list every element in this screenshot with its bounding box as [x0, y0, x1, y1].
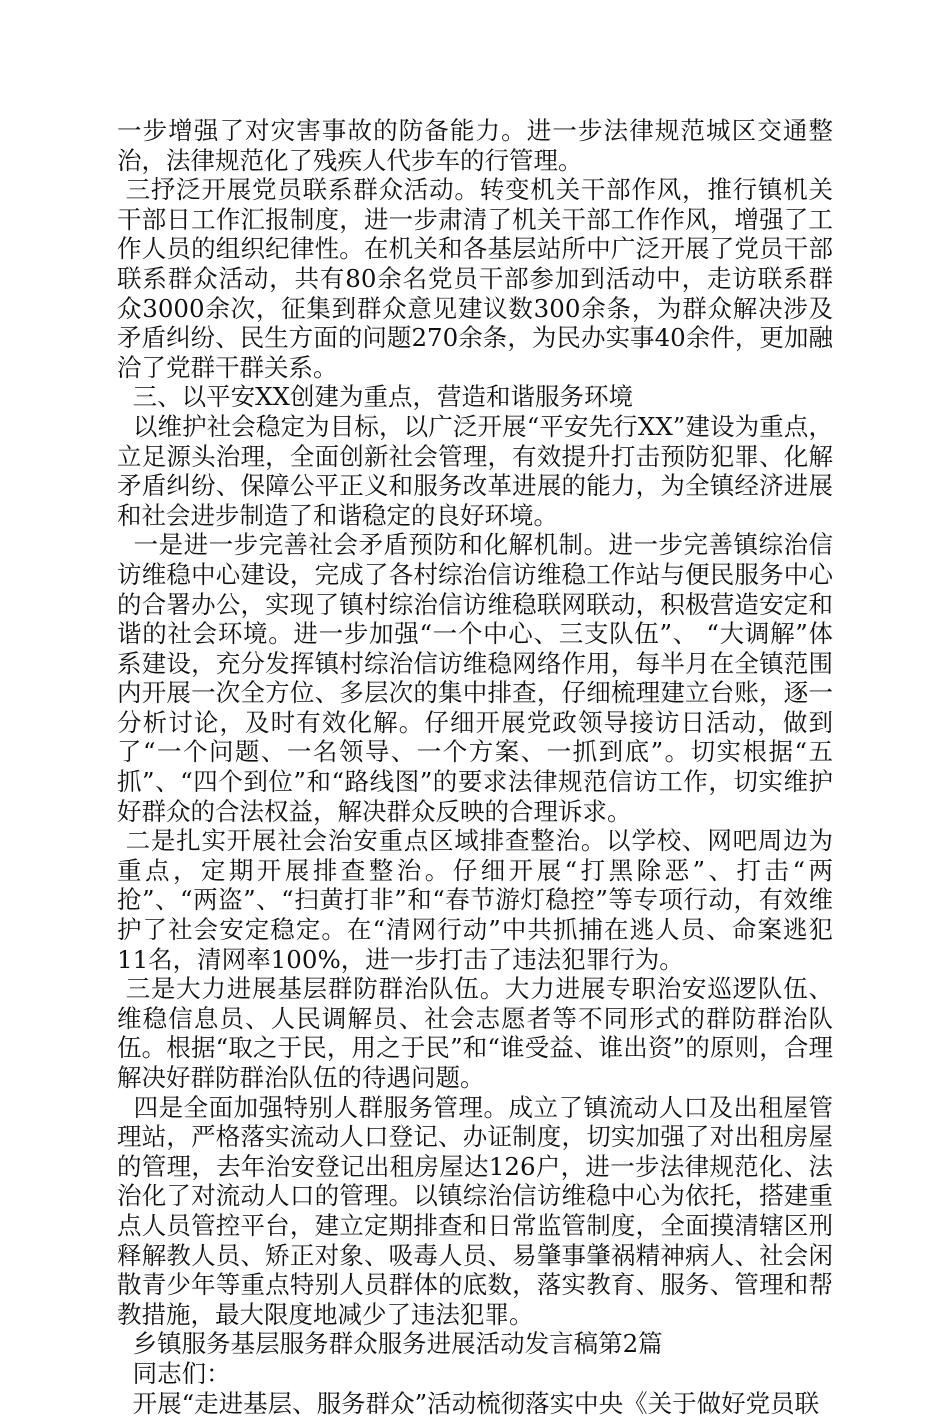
paragraph-social-stability: 以维护社会稳定为目标，以广泛开展“平安先行XX”建设为重点，立足源头治理，全面创新社会管理，有效提升打击预防犯罪、化解矛盾纠纷、保障公平正义和服务改革进展的能力，为全镇经济进展和社会进步制造了和谐稳定的良好环境。: [117, 411, 834, 530]
section-heading-safe-xx: 三、以平安XX创建为重点，营造和谐服务环境: [117, 382, 633, 412]
paragraph-mass-prevention-teams: 三是大力进展基层群防群治队伍。大力进展专职治安巡逻队伍、维稳信息员、人民调解员、社会志愿者等不同形式的群防群治队伍。根据“取之于民，用之于民”和“谁受益、谁出资”的原则，合理解决好群防群治队伍的待遇问题。: [117, 974, 834, 1092]
article-title: 乡镇服务基层服务群众服务进展活动发言稿第2篇: [117, 1329, 663, 1359]
document-page: [117, 116, 833, 1418]
paragraph-special-groups: 四是全面加强特别人群服务管理。成立了镇流动人口及出租屋管理站，严格落实流动人口登记、办证制度，切实加强了对出租房屋的管理，去年治安登记出租房屋达126户，进一步法律规范化、法治化了对流动人口的管理。以镇综治信访维稳中心为依托，搭建重点人员管控平台，建立定期排查和日常监管制度，全面摸清辖区刑释解教人员、矫正对象、吸毒人员、易肇事肇祸精神病人、社会闲散青少年等重点特别人员群体的底数，落实教育、服务、管理和帮教措施，最大限度地减少了违法犯罪。: [117, 1092, 834, 1329]
paragraph-conflict-resolution: 一是进一步完善社会矛盾预防和化解机制。进一步完善镇综治信访维稳中心建设，完成了各村综治信访维稳工作站与便民服务中心的合署办公，实现了镇村综治信访维稳联网联动，积极营造安定和谐的社会环境。进一步加强“一个中心、三支队伍”、 “大调解”体系建设，充分发挥镇村综治信访维稳网络作用，每半月在全镇范围内开展一次全方位、多层次的集中排查，仔细梳理建立台账，逐一分析讨论，及时有效化解。仔细开展党政领导接访日活动，做到了“一个问题、一名领导、一个方案、一抓到底”。切实根据“五抓”、“四个到位”和“路线图”的要求法律规范信访工作，切实维护好群众的合法权益，解决群众反映的合理诉求。: [117, 530, 834, 826]
paragraph-disaster-prevention: 一步增强了对灾害事故的防备能力。进一步法律规范城区交通整治，法律规范化了残疾人代步车的行管理。: [117, 116, 833, 175]
paragraph-activity-intro: 开展“走进基层、服务群众”活动梳彻落实中央《关于做好党员联: [117, 1388, 820, 1418]
salutation: 同志们：: [117, 1358, 231, 1388]
paragraph-party-member-outreach: 三抒泛开展党员联系群众活动。转变机关干部作风，推行镇机关干部日工作汇报制度，进一步肃清了机关干部工作作风，增强了工作人员的组织纪律性。在机关和各基层站所中广泛开展了党员干部联系群众活动，共有80余名党员干部参加到活动中，走访联系群众3000余次，征集到群众意见建议数300余条，为群众解决涉及矛盾纠纷、民生方面的问题270余条，为民办实事40余件，更加融洽了党群干群关系。: [117, 175, 834, 382]
paragraph-public-security: 二是扎实开展社会治安重点区域排查整治。以学校、网吧周边为重点，定期开展排查整治。仔细开展“打黑除恶”、打击“两抢”、“两盗”、“扫黄打非”和“春节游灯稳控”等专项行动，有效维护了社会安定稳定。在“清网行动”中共抓捕在逃人员、命案逃犯11名，清网率100%，进一步打击了违法犯罪行为。: [117, 826, 834, 974]
